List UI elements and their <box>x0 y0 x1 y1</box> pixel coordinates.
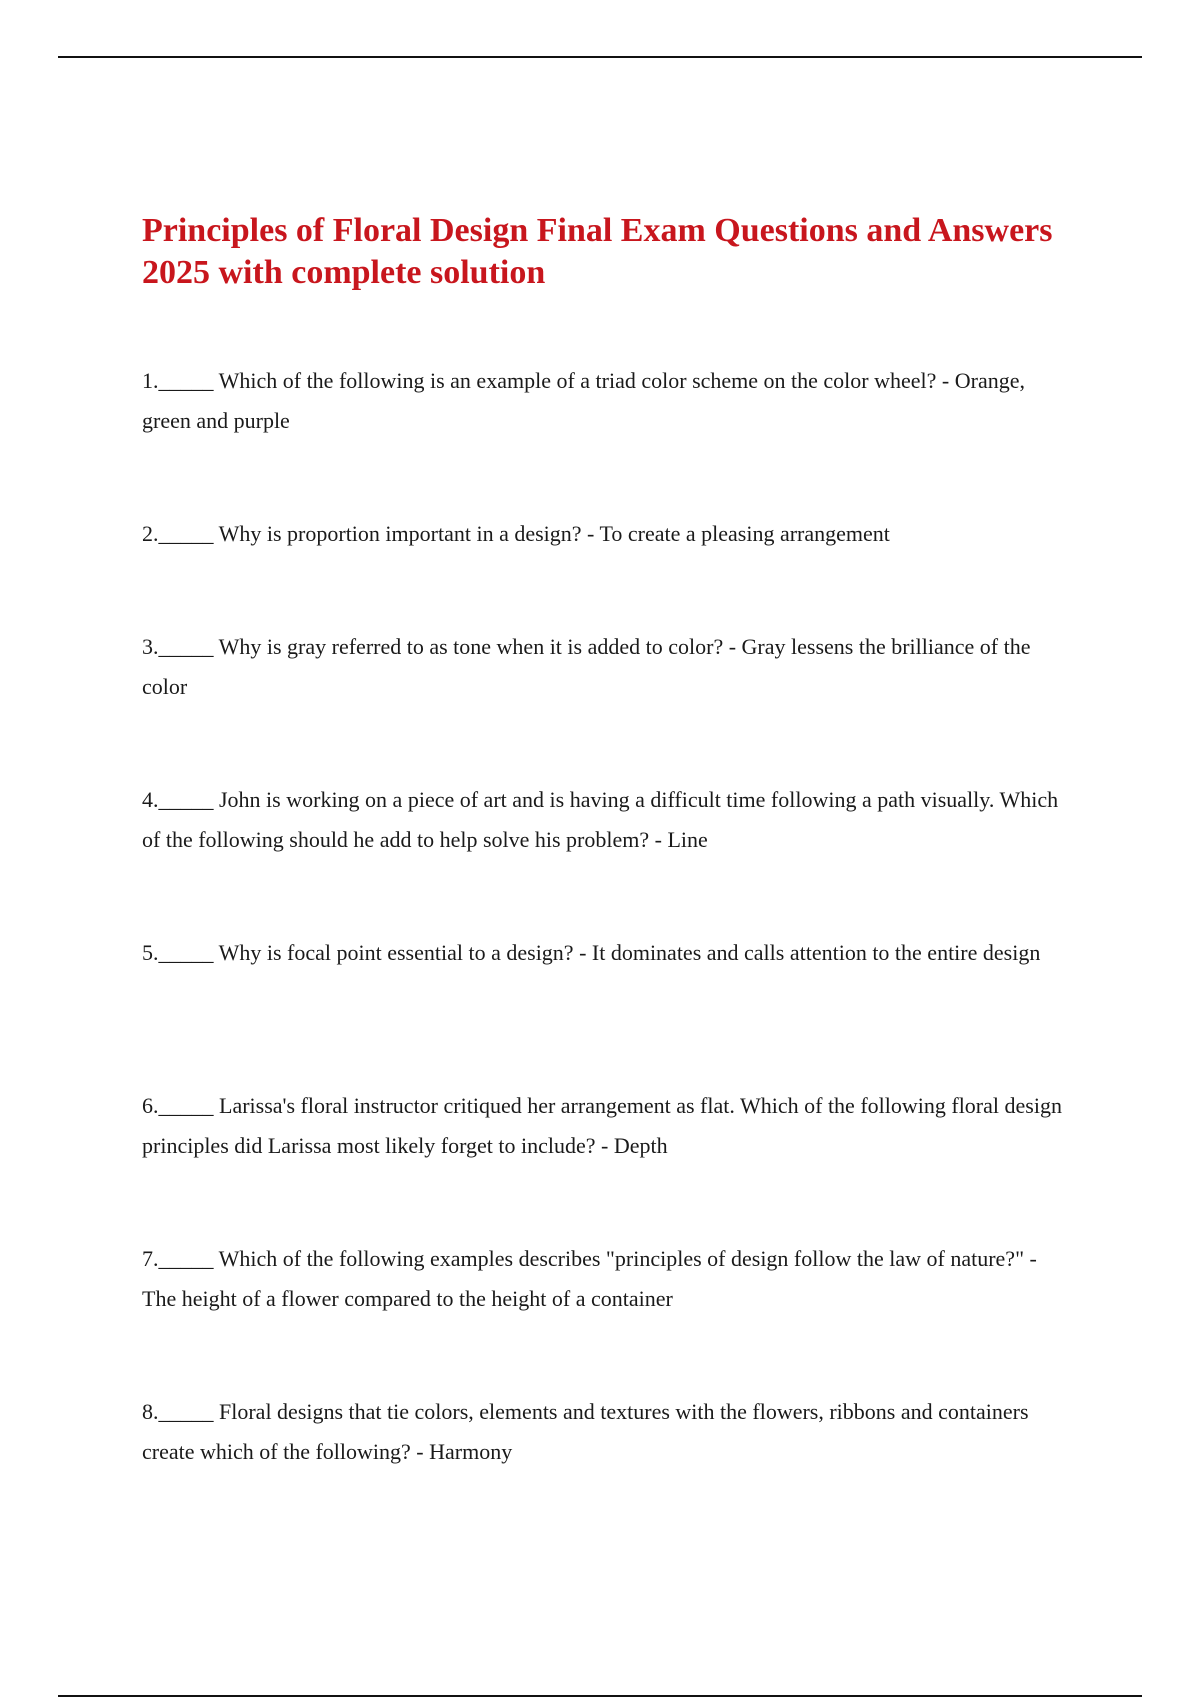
question-item-2: 2._____ Why is proportion important in a design? - To create a pleasing arrangement <box>142 521 890 546</box>
question-item-6: 6._____ Larissa's floral instructor critiqued her arrangement as flat. Which of the following floral design principles did Larissa most likely forget to include? - Depth <box>142 1093 1062 1158</box>
question-item-8: 8._____ Floral designs that tie colors, elements and textures with the flowers, ribbons and containers create which of the following? - Harmony <box>142 1399 1029 1464</box>
question-list <box>142 361 1072 1472</box>
question-item-5: 5._____ Why is focal point essential to a design? - It dominates and calls attention to the entire design <box>142 940 1041 965</box>
question-item-1: 1._____ Which of the following is an example of a triad color scheme on the color wheel? - Orange, green and purple <box>142 368 1025 433</box>
question-item-4: 4._____ John is working on a piece of art and is having a difficult time following a path visually. Which of the following should he add to help solve his problem? - Line <box>142 787 1059 852</box>
footer-rule <box>58 1695 1142 1697</box>
question-item-3: 3._____ Why is gray referred to as tone when it is added to color? - Gray lessens the brilliance of the color <box>142 634 1031 699</box>
document-title: Principles of Floral Design Final Exam Questions and Answers 2025 with complete solution <box>142 212 1053 291</box>
question-item-7: 7._____ Which of the following examples describes "principles of design follow the law of nature?" - The height of a flower compared to the height of a container <box>142 1246 1037 1311</box>
header-rule <box>58 56 1142 58</box>
document-body <box>142 210 1072 1545</box>
